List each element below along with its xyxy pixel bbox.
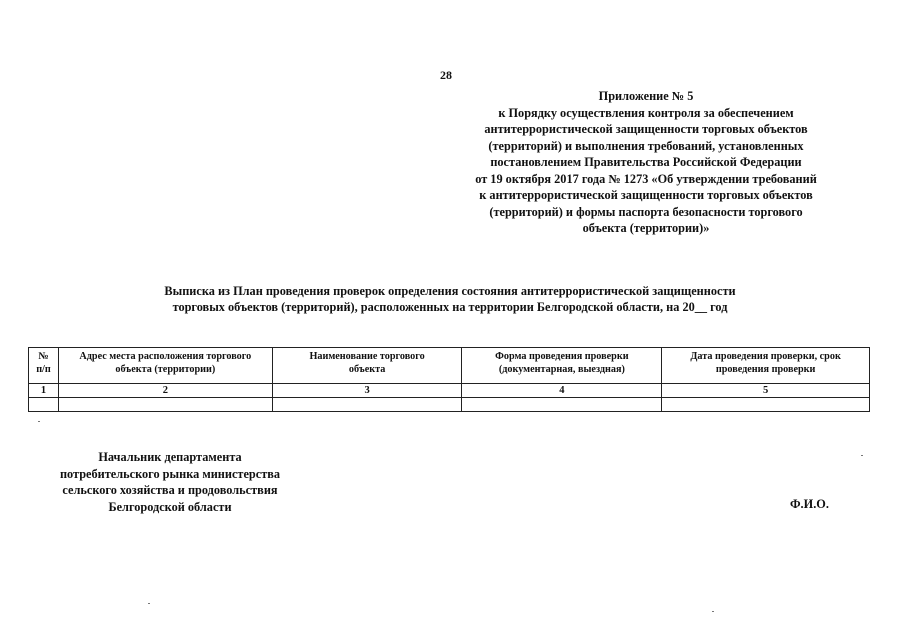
header-address: Адрес места расположения торгового объекта (территории): [58, 348, 272, 384]
appendix-line: к Порядку осуществления контроля за обеспечением: [498, 105, 794, 120]
page-number: 28: [440, 68, 452, 82]
scan-speck: [38, 421, 40, 422]
table-row: [29, 384, 870, 398]
table-row: [29, 398, 870, 412]
signature-line: Белгородской области: [108, 499, 232, 514]
header-object-name: Наименование торгового объекта: [272, 348, 462, 384]
signature-fio: Ф.И.О.: [790, 497, 829, 511]
table-cell: 5: [662, 384, 870, 398]
appendix-line: постановлением Правительства Российской Федерации: [490, 155, 802, 169]
scan-speck: [861, 455, 863, 456]
title-line: Выписка из План проведения проверок определения состояния антитеррористической защищенности: [164, 284, 736, 298]
appendix-header: [466, 88, 826, 237]
appendix-line: (территорий) и выполнения требований, установленных: [488, 138, 804, 153]
table-cell: 4: [462, 384, 662, 398]
table-cell: [462, 398, 662, 412]
appendix-line: Приложение № 5: [598, 89, 694, 103]
table-cell: [58, 398, 272, 412]
appendix-line: (территорий) и формы паспорта безопасности торгового: [489, 204, 803, 219]
table-cell: 1: [29, 384, 59, 398]
inspection-plan-table: [28, 347, 870, 412]
signature-line: Начальник департамента: [98, 450, 242, 464]
table-cell: [29, 398, 59, 412]
table-cell: 3: [272, 384, 462, 398]
document-title: [60, 283, 840, 315]
table-cell: [272, 398, 462, 412]
table-cell: [662, 398, 870, 412]
header-inspection-date: Дата проведения проверки, срок проведения проверки: [662, 348, 870, 384]
signature-line: потребительского рынка министерства: [59, 466, 281, 481]
header-inspection-form: Форма проведения проверки (документарная, выездная): [462, 348, 662, 384]
appendix-line: объекта (территории)»: [582, 221, 710, 235]
title-line: торговых объектов (территорий), расположенных на территории Белгородской области, на 20__ год: [172, 300, 728, 314]
signature-line: сельского хозяйства и продовольствия: [62, 483, 278, 497]
appendix-line: антитеррористической защищенности торговых объектов: [484, 122, 808, 136]
table-cell: 2: [58, 384, 272, 398]
table-header-row: [29, 348, 870, 384]
header-number: № п/п: [29, 348, 59, 384]
scan-speck: [712, 611, 714, 612]
scan-speck: [148, 603, 150, 604]
appendix-line: к антитеррористической защищенности торговых объектов: [479, 188, 813, 202]
appendix-line: от 19 октября 2017 года № 1273 «Об утверждении требований: [475, 171, 817, 186]
signature-block: [30, 449, 310, 515]
